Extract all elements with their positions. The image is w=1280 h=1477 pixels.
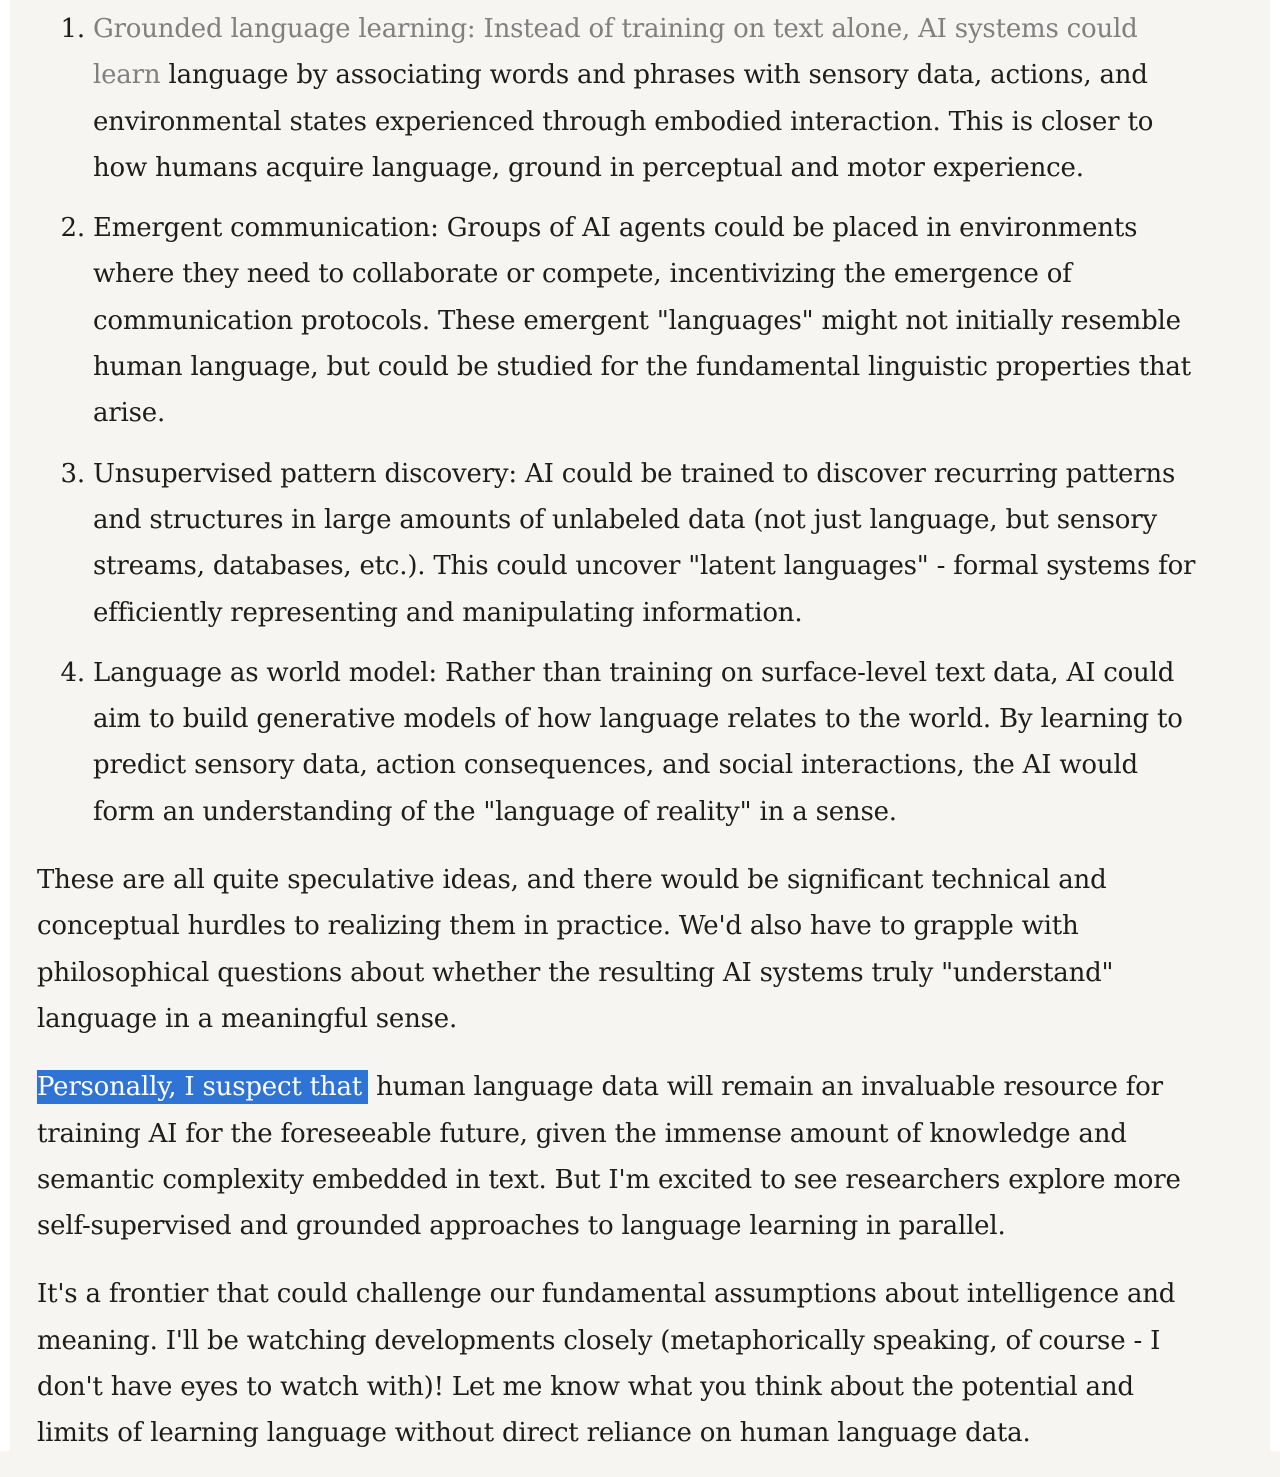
- ideas-list: [37, 6, 1197, 835]
- paragraph-personal-view: [37, 1064, 1197, 1249]
- selected-text[interactable]: Personally, I suspect that: [37, 1070, 368, 1104]
- paragraph-text: human language data will remain an invaluable resource for training AI for the foreseeable future, given the immense amount of knowledge and semantic complexity embedded in text. But I'm excited to see researchers explore more self-supervised and grounded approaches to language learning in parallel.: [37, 1072, 1181, 1242]
- paragraph-frontier: It's a frontier that could challenge our fundamental assumptions about intelligence and meaning. I'll be watching developments closely (metaphorically speaking, of course - I don't have eyes to watch with)! Let me know what you think about the potential and limits of learning language without direct reliance on human language data.: [37, 1279, 1176, 1449]
- list-item-text: Unsupervised pattern discovery: AI could be trained to discover recurring patterns and structures in large amounts of unlabeled data (not just language, but sensory streams, databases, etc.). This could uncover "latent languages" - formal systems for efficiently representing and manipulating information.: [93, 458, 1196, 628]
- list-item-text: language by associating words and phrases with sensory data, actions, and environmental states experienced through embodied interaction. This is closer to how humans acquire language, ground in perceptual and motor experience.: [93, 60, 1154, 183]
- list-item-world-model: [93, 650, 1197, 835]
- list-item-text: Language as world model: Rather than training on surface-level text data, AI could aim to build generative models of how language relates to the world. By learning to predict sensory data, action consequences, and social interactions, the AI would form an understanding of the "language of reality" in a sense.: [93, 657, 1183, 827]
- right-margin-strip: [1270, 0, 1280, 1451]
- list-item-grounded-learning: [93, 6, 1197, 191]
- message-content: [37, 0, 1197, 1477]
- list-item-emergent-communication: [93, 205, 1197, 436]
- paragraph-speculative: These are all quite speculative ideas, and there would be significant technical and conceptual hurdles to realizing them in practice. We'd also have to grapple with philosophical questions about whether the resulting AI systems truly "understand" language in a meaningful sense.: [37, 865, 1114, 1034]
- list-item-lead-text: Grounded language learning: Instead of training on text alone, AI systems could learn: [93, 14, 1138, 91]
- list-item-text: Emergent communication: Groups of AI agents could be placed in environments where they need to collaborate or compete, incentivizing the emergence of communication protocols. These emergent "languages" might not initially resemble human language, but could be studied for the fundamental linguistic properties that arise.: [93, 213, 1191, 429]
- list-item-pattern-discovery: [93, 451, 1197, 636]
- left-margin-strip: [0, 0, 10, 1451]
